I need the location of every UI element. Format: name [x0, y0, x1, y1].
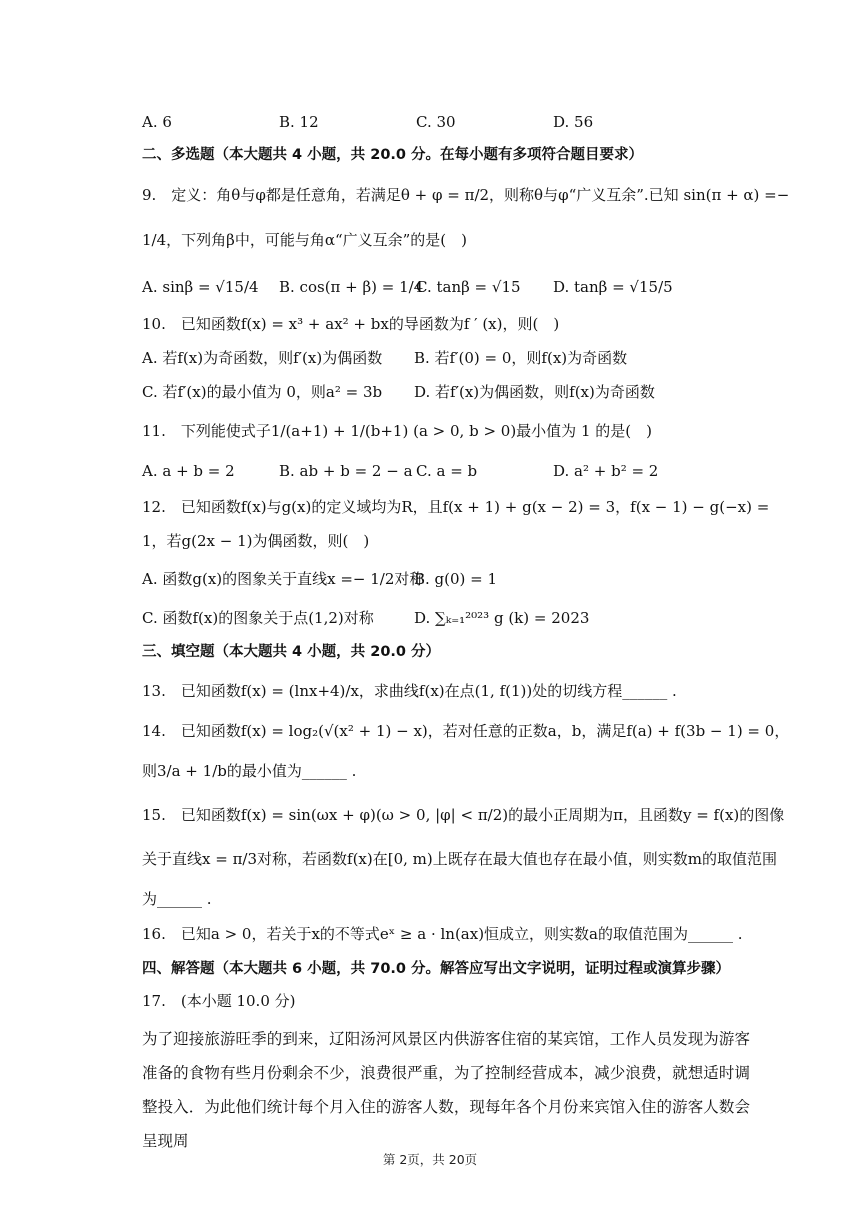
q15-stem-line2: 关于直线x = π/3对称，若函数f(x)在[0, m)上既存在最大值也存在最小值，则实数m的取值范围	[142, 850, 777, 868]
q8-option-a: A. 6	[142, 113, 172, 131]
section-multiple-choice-heading: 二、多选题（本大题共 4 小题，共 20.0 分。在每小题有多项符合题目要求）	[142, 147, 644, 163]
q9-option-d: D. tanβ = √15/5	[553, 278, 673, 296]
q10-option-a: A. 若f(x)为奇函数，则f′(x)为偶函数	[142, 349, 383, 367]
q12-option-b: B. g(0) = 1	[414, 570, 498, 588]
q11-stem: 11. 下列能使式子1/(a+1) + 1/(b+1) (a > 0, b > 0)最小值为 1 的是( )	[142, 422, 652, 440]
q16-stem: 16. 已知a > 0，若关于x的不等式eˣ ≥ a · ln(ax)恒成立，则实数a的取值范围为______ .	[142, 925, 743, 943]
q11-option-b: B. ab + b = 2 − a	[279, 462, 413, 480]
q11-option-d: D. a² + b² = 2	[553, 462, 659, 480]
q12-option-a: A. 函数g(x)的图象关于直线x =− 1/2对称	[142, 570, 425, 588]
q10-option-d: D. 若f′(x)为偶函数，则f(x)为奇函数	[414, 383, 655, 401]
q12-stem-line2: 1，若g(2x − 1)为偶函数，则( )	[142, 532, 370, 550]
q10-options-row1	[142, 347, 750, 369]
q10-option-b: B. 若f′(0) = 0，则f(x)为奇函数	[414, 349, 628, 367]
q12-option-c: C. 函数f(x)的图象关于点(1,2)对称	[142, 609, 374, 627]
q10-stem: 10. 已知函数f(x) = x³ + ax² + bx的导函数为f ′ (x)，则( )	[142, 315, 560, 333]
q9-options	[142, 276, 750, 298]
q9-option-b: B. cos(π + β) = 1/4	[279, 278, 424, 296]
section-fill-blank-heading: 三、填空题（本大题共 4 小题，共 20.0 分）	[142, 644, 441, 660]
q10-options-row2	[142, 381, 750, 403]
q12-options-row1	[142, 568, 750, 590]
q14-stem-line2: 则3/a + 1/b的最小值为______ .	[142, 762, 357, 780]
section-answer-heading: 四、解答题（本大题共 6 小题，共 70.0 分。解答应写出文字说明，证明过程或演算步骤）	[142, 961, 731, 977]
q9-option-a: A. sinβ = √15/4	[142, 278, 259, 296]
q15-stem-line1: 15. 已知函数f(x) = sin(ωx + φ)(ω > 0, |φ| < π/2)的最小正周期为π，且函数y = f(x)的图像	[142, 806, 785, 824]
q9-stem-line1: 9. 定义：角θ与φ都是任意角，若满足θ + φ = π/2，则称θ与φ“广义互余”.已知 sin(π + α) =−	[142, 186, 790, 204]
q11-options	[142, 460, 750, 482]
q12-options-row2	[142, 607, 750, 629]
q17-paragraph: 为了迎接旅游旺季的到来，辽阳汤河风景区内供游客住宿的某宾馆，工作人员发现为游客准备的食物有些月份剩余不少，浪费很严重，为了控制经营成本，减少浪费，就想适时调整投入．为此他们统计每个月入住的游客人数，现每年各个月份来宾馆入住的游客人数会呈现周	[142, 1030, 750, 1150]
q11-option-a: A. a + b = 2	[142, 462, 235, 480]
q17-heading: 17. (本小题 10.0 分)	[142, 992, 296, 1010]
q9-stem-line2: 1/4，下列角β中，可能与角α“广义互余”的是( )	[142, 231, 467, 249]
page-footer: 第 2页，共 20页	[382, 1152, 478, 1167]
q8-options	[142, 111, 750, 133]
q14-stem-line1: 14. 已知函数f(x) = log₂(√(x² + 1) − x)，若对任意的正数a，b，满足f(a) + f(3b − 1) = 0，	[142, 722, 790, 740]
q12-stem-line1: 12. 已知函数f(x)与g(x)的定义域均为R，且f(x + 1) + g(x − 2) = 3，f(x − 1) − g(−x) =	[142, 498, 770, 516]
q13-stem: 13. 已知函数f(x) = (lnx+4)/x，求曲线f(x)在点(1, f(1))处的切线方程______ .	[142, 682, 677, 700]
q8-option-d: D. 56	[553, 113, 594, 131]
q10-option-c: C. 若f′(x)的最小值为 0，则a² = 3b	[142, 383, 383, 401]
q11-option-c: C. a = b	[416, 462, 478, 480]
q12-option-d: D. ∑ₖ₌₁²⁰²³ g (k) = 2023	[414, 609, 590, 627]
q15-stem-line3: 为______ .	[142, 890, 212, 908]
q9-option-c: C. tanβ = √15	[416, 278, 521, 296]
q8-option-b: B. 12	[279, 113, 319, 131]
q8-option-c: C. 30	[416, 113, 456, 131]
